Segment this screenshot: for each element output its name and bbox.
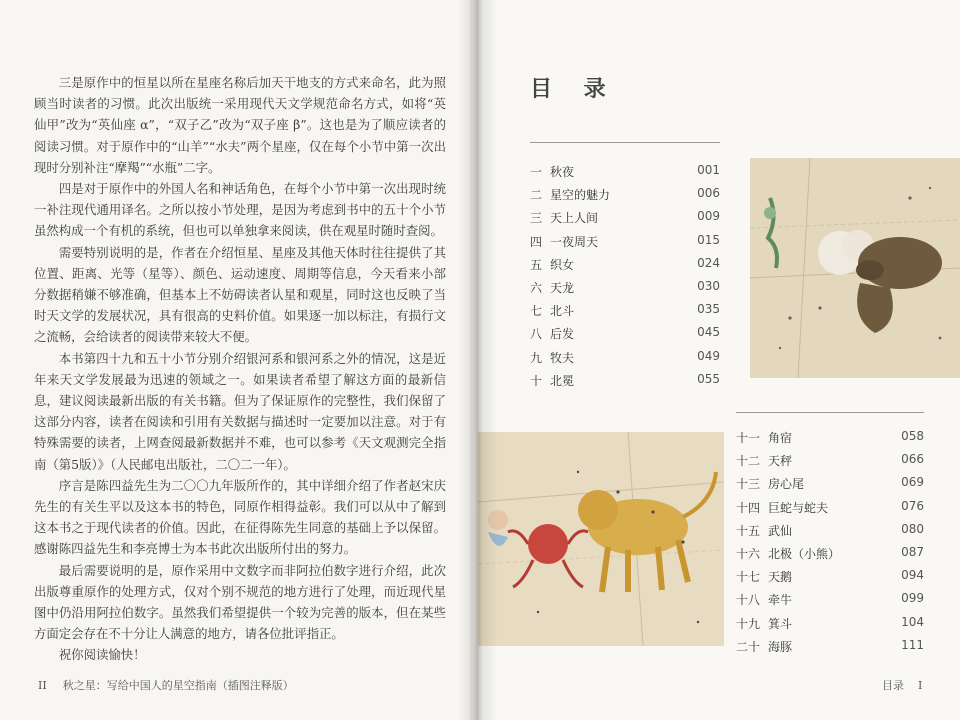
toc-entry[interactable] <box>736 591 924 614</box>
toc-number: 十四 <box>736 500 761 515</box>
toc-page: 015 <box>697 232 720 247</box>
toc-title: 织女 <box>550 257 575 272</box>
toc-entry[interactable] <box>736 452 924 475</box>
toc-page: 066 <box>901 452 924 467</box>
toc-number: 九 <box>530 350 543 365</box>
toc-entry[interactable] <box>530 325 720 348</box>
toc-number: 十 <box>530 373 543 388</box>
toc-title: 巨蛇与蛇夫 <box>768 500 829 515</box>
toc-page: 099 <box>901 591 924 606</box>
star-map-image <box>478 432 724 646</box>
toc-page: 087 <box>901 544 924 559</box>
toc-title: 武仙 <box>768 523 793 538</box>
paragraph: 祝你阅读愉快！ <box>58 647 146 663</box>
toc-number: 十八 <box>736 593 761 608</box>
left-running-footer <box>38 677 294 693</box>
toc-list-first <box>530 163 720 395</box>
toc-number: 四 <box>530 234 543 249</box>
toc-page: 104 <box>901 614 924 629</box>
toc-entry[interactable] <box>530 209 720 232</box>
toc-entry[interactable] <box>736 429 924 452</box>
toc-entry[interactable] <box>736 545 924 568</box>
toc-entry[interactable] <box>530 186 720 209</box>
toc-title: 北极（小熊） <box>768 546 841 561</box>
toc-number: 十二 <box>736 454 761 469</box>
toc-number: 三 <box>530 211 543 226</box>
toc-title: 天龙 <box>550 280 575 295</box>
toc-page: 094 <box>901 568 924 583</box>
toc-list-second <box>736 429 924 661</box>
toc-entry[interactable] <box>736 568 924 591</box>
toc-page: 024 <box>697 255 720 270</box>
divider <box>736 412 924 413</box>
toc-number: 七 <box>530 304 543 319</box>
toc-entry[interactable] <box>736 615 924 638</box>
toc-page: 009 <box>697 209 720 224</box>
preface-body <box>34 72 446 666</box>
toc-entry[interactable] <box>530 233 720 256</box>
toc-title: 后发 <box>550 327 575 342</box>
paragraph: 四是对于原作中的外国人名和神话角色，在每个小节中第一次出现时统一补注现代通用译名。之所以按小节处理，是因为考虑到书中的五十个小节虽然构成一个有机的系统，但也可以单独拿来阅读，供在观星时随时查阅。 <box>34 181 446 239</box>
book-title: 秋之星：写给中国人的星空指南（插图注释版） <box>62 679 294 692</box>
toc-number: 十三 <box>736 477 761 492</box>
toc-title: 海豚 <box>768 639 793 654</box>
page-number: I <box>918 679 923 692</box>
toc-page: 076 <box>901 498 924 513</box>
paragraph: 最后需要说明的是，原作采用中文数字而非阿拉伯数字进行介绍，此次出版尊重原作的处理方式，仅对个别不规范的地方进行了处理，而近现代星图中仍沿用阿拉伯数字。虽然我们希望提供一个较为完善的版本，但在某些方面定会存在不十分让人满意的地方，请各位批评指正。 <box>34 562 446 642</box>
toc-number: 二 <box>530 188 543 203</box>
toc-entry[interactable] <box>530 256 720 279</box>
right-running-footer <box>882 677 922 693</box>
toc-number: 二十 <box>736 639 761 654</box>
toc-title: 星空的魅力 <box>550 188 611 203</box>
section-label: 目录 <box>882 679 904 692</box>
page-title: 目 录 <box>530 77 618 102</box>
divider <box>530 142 720 143</box>
toc-title: 北斗 <box>550 304 575 319</box>
toc-number: 一 <box>530 165 543 179</box>
star-map-illustration-bottom <box>478 432 724 646</box>
toc-number: 八 <box>530 327 543 342</box>
toc-title: 牧夫 <box>550 350 575 365</box>
toc-entry[interactable] <box>530 163 720 186</box>
star-map-image <box>750 158 960 378</box>
toc-title: 房心尾 <box>768 477 805 492</box>
toc-number: 六 <box>530 280 543 295</box>
toc-page: 035 <box>697 302 720 317</box>
toc-number: 十一 <box>736 431 761 445</box>
toc-page: 030 <box>697 278 720 293</box>
toc-page: 080 <box>901 521 924 536</box>
toc-page: 001 <box>697 163 720 177</box>
toc-number: 十六 <box>736 546 761 561</box>
toc-entry[interactable] <box>530 349 720 372</box>
paragraph: 本书第四十九和五十小节分别介绍银河系和银河系之外的情况，这是近年来天文学发展最为迅速的领域之一。如果读者希望了解这方面的最新信息，建议阅读最新出版的有关书籍。但为了保证原作的完整性，我们保留了这部分内容，读者在阅读和引用有关数据与描述时一定要加以注意。对于有特殊需要的读者，上网查阅最新数据并不难，也可以参考《天文观测完全指南（第5版）》（人民邮电出版社，二〇二一年）。 <box>34 350 446 472</box>
page-number: II <box>38 679 47 692</box>
paragraph: 序言是陈四益先生为二〇〇九年版所作的，其中详细介绍了作者赵宋庆先生的有关生平以及这本书的特色，同原作相得益彰。我们可以从中了解到这本书之于现代读者的价值。因此，在征得陈先生同意的基础上予以保留。感谢陈四益先生和李亮博士为本书此次出版所付出的努力。 <box>34 477 446 557</box>
star-map-illustration-top <box>750 158 960 378</box>
toc-title: 角宿 <box>768 431 793 445</box>
toc-title: 牵牛 <box>768 593 793 608</box>
toc-page: 058 <box>901 429 924 443</box>
right-page <box>478 0 960 720</box>
left-page <box>0 0 470 720</box>
toc-number: 十九 <box>736 616 761 631</box>
toc-title: 天上人间 <box>550 211 599 226</box>
toc-entry[interactable] <box>736 522 924 545</box>
toc-number: 十七 <box>736 570 761 585</box>
toc-title: 一夜周天 <box>550 234 599 249</box>
toc-number: 十五 <box>736 523 761 538</box>
toc-entry[interactable] <box>530 372 720 395</box>
toc-entry[interactable] <box>736 475 924 498</box>
toc-page: 045 <box>697 325 720 340</box>
toc-page: 069 <box>901 475 924 490</box>
paragraph: 需要特别说明的是，作者在介绍恒星、星座及其他天体时往往提供了其位置、距离、光等（星等）、颜色、运动速度、周期等信息，今天看来小部分数据稍嫌不够准确，但基本上不妨碍读者认星和观星，同时这也反映了当时天文学的发展状况，具有很高的史料价值。如果逐一加以标注，有损行文之流畅，会给读者的阅读带来较大不便。 <box>34 244 446 345</box>
toc-entry[interactable] <box>530 279 720 302</box>
toc-entry[interactable] <box>530 302 720 325</box>
toc-number: 五 <box>530 257 543 272</box>
toc-title: 北冕 <box>550 373 575 388</box>
toc-page: 111 <box>901 637 924 652</box>
toc-title: 天秤 <box>768 454 793 469</box>
toc-page: 049 <box>697 348 720 363</box>
toc-title: 天鹅 <box>768 570 793 585</box>
toc-page: 055 <box>697 371 720 386</box>
toc-title: 箕斗 <box>768 616 793 631</box>
toc-title: 秋夜 <box>550 165 575 179</box>
toc-page: 006 <box>697 186 720 201</box>
toc-entry[interactable] <box>736 499 924 522</box>
paragraph: 三是原作中的恒星以所在星座名称后加天干地支的方式来命名，此为照顾当时读者的习惯。此次出版统一采用现代天文学规范命名方式，如将“英仙甲”改为“英仙座 α”，“双子乙”改为“双子座 β”。这也是为了顺应读者的阅读习惯。对于原作中的“山羊”“水夫”两个星座，仅在每个小节中第一次出现时分别补注“摩羯”“水瓶”二字。 <box>34 75 446 175</box>
toc-entry[interactable] <box>736 638 924 661</box>
